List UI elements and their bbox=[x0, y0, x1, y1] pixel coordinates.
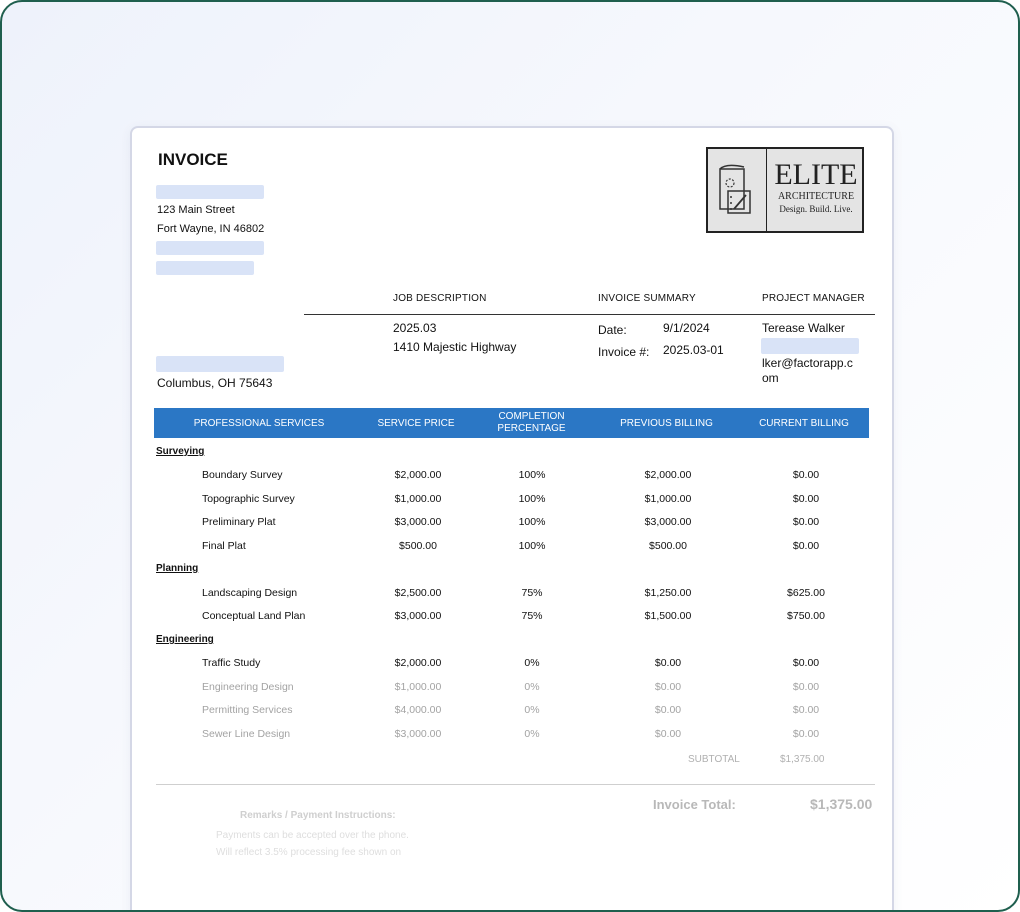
invoice-summary-heading: INVOICE SUMMARY bbox=[598, 293, 696, 304]
job-code: 2025.03 bbox=[393, 321, 437, 335]
previous-billing: $0.00 bbox=[654, 657, 682, 669]
completion-percentage: 100% bbox=[518, 493, 546, 505]
invoice-total-label: Invoice Total: bbox=[653, 797, 736, 812]
completion-percentage: 0% bbox=[524, 681, 540, 693]
service-name: Topographic Survey bbox=[202, 493, 295, 505]
blueprint-icon bbox=[716, 163, 758, 219]
redacted-company-name bbox=[156, 185, 264, 199]
header-professional-services: PROFESSIONAL SERVICES bbox=[193, 418, 325, 429]
previous-billing: $3,000.00 bbox=[644, 516, 692, 528]
previous-billing: $500.00 bbox=[649, 540, 687, 552]
logo-tagline: Design. Build. Live. bbox=[779, 204, 853, 214]
table-row bbox=[132, 704, 892, 720]
job-address: 1410 Majestic Highway bbox=[393, 340, 517, 354]
manager-email-line1: lker@factorapp.c bbox=[762, 356, 853, 370]
category-planning: Planning bbox=[156, 563, 199, 574]
completion-percentage: 100% bbox=[518, 469, 546, 481]
current-billing: $0.00 bbox=[792, 704, 820, 716]
service-price: $2,500.00 bbox=[394, 587, 442, 599]
completion-percentage: 100% bbox=[518, 540, 546, 552]
invoice-number-value: 2025.03-01 bbox=[663, 343, 724, 357]
current-billing: $0.00 bbox=[792, 728, 820, 740]
date-value: 9/1/2024 bbox=[663, 321, 710, 335]
table-row bbox=[132, 516, 892, 532]
header-previous-billing: PREVIOUS BILLING bbox=[620, 418, 713, 429]
service-price: $3,000.00 bbox=[394, 610, 442, 622]
redacted-sender-email bbox=[156, 261, 254, 275]
date-label: Date: bbox=[598, 323, 627, 337]
manager-name: Terease Walker bbox=[762, 321, 845, 335]
previous-billing: $1,250.00 bbox=[644, 587, 692, 599]
invoice-title: INVOICE bbox=[158, 150, 228, 169]
service-price: $3,000.00 bbox=[394, 516, 442, 528]
service-name: Boundary Survey bbox=[202, 469, 283, 481]
project-manager-heading: PROJECT MANAGER bbox=[762, 293, 865, 304]
manager-email-line2: om bbox=[762, 371, 779, 385]
completion-percentage: 0% bbox=[524, 657, 540, 669]
current-billing: $0.00 bbox=[792, 469, 820, 481]
service-name: Permitting Services bbox=[202, 704, 293, 716]
subtotal-label: SUBTOTAL bbox=[688, 754, 740, 765]
redacted-sender-phone bbox=[156, 241, 264, 255]
invoice-total-value: $1,375.00 bbox=[810, 796, 873, 812]
completion-percentage: 75% bbox=[521, 587, 543, 599]
completion-percentage: 0% bbox=[524, 704, 540, 716]
previous-billing: $0.00 bbox=[654, 681, 682, 693]
subtotal-value: $1,375.00 bbox=[780, 754, 825, 765]
service-name: Conceptual Land Plan bbox=[202, 610, 306, 622]
completion-percentage: 0% bbox=[524, 728, 540, 740]
current-billing: $0.00 bbox=[792, 493, 820, 505]
completion-percentage: 75% bbox=[521, 610, 543, 622]
service-name: Preliminary Plat bbox=[202, 516, 276, 528]
table-row bbox=[132, 681, 892, 697]
remarks-line1: Payments can be accepted over the phone. bbox=[216, 830, 409, 841]
logo-subtitle: ARCHITECTURE bbox=[777, 191, 855, 202]
recipient-city-line: Columbus, OH 75643 bbox=[157, 376, 273, 390]
service-name: Engineering Design bbox=[202, 681, 294, 693]
service-price: $4,000.00 bbox=[394, 704, 442, 716]
table-row bbox=[132, 657, 892, 673]
category-engineering: Engineering bbox=[156, 634, 214, 645]
current-billing: $0.00 bbox=[792, 540, 820, 552]
header-completion-line1: COMPLETION bbox=[498, 411, 565, 422]
current-billing: $0.00 bbox=[792, 681, 820, 693]
services-table-header bbox=[154, 408, 869, 438]
category-surveying: Surveying bbox=[156, 446, 205, 457]
header-service-price: SERVICE PRICE bbox=[377, 418, 455, 429]
current-billing: $750.00 bbox=[787, 610, 825, 622]
service-price: $2,000.00 bbox=[394, 657, 442, 669]
previous-billing: $1,500.00 bbox=[644, 610, 692, 622]
service-price: $3,000.00 bbox=[394, 728, 442, 740]
previous-billing: $0.00 bbox=[654, 704, 682, 716]
remarks-heading: Remarks / Payment Instructions: bbox=[240, 810, 396, 821]
table-row bbox=[132, 493, 892, 509]
logo-brand: ELITE bbox=[774, 158, 858, 191]
service-name: Traffic Study bbox=[202, 657, 261, 669]
service-name: Final Plat bbox=[202, 540, 246, 552]
completion-percentage: 100% bbox=[518, 516, 546, 528]
current-billing: $625.00 bbox=[787, 587, 825, 599]
logo-text bbox=[768, 159, 864, 215]
elite-architecture-logo bbox=[706, 147, 864, 233]
previous-billing: $1,000.00 bbox=[644, 493, 692, 505]
table-row bbox=[132, 610, 892, 626]
heading-divider bbox=[304, 314, 875, 315]
current-billing: $0.00 bbox=[792, 516, 820, 528]
service-price: $2,000.00 bbox=[394, 469, 442, 481]
header-current-billing: CURRENT BILLING bbox=[759, 418, 849, 429]
sender-address-line1: 123 Main Street bbox=[157, 204, 235, 216]
redacted-manager-phone bbox=[761, 338, 859, 354]
totals-divider bbox=[156, 784, 875, 785]
invoice-document bbox=[130, 126, 894, 912]
header-completion-line2: PERCENTAGE bbox=[497, 423, 566, 434]
service-price: $1,000.00 bbox=[394, 493, 442, 505]
previous-billing: $0.00 bbox=[654, 728, 682, 740]
sender-address-line2: Fort Wayne, IN 46802 bbox=[157, 223, 265, 235]
service-name: Sewer Line Design bbox=[202, 728, 291, 740]
table-row bbox=[132, 587, 892, 603]
table-row bbox=[132, 728, 892, 744]
redacted-recipient-name bbox=[156, 356, 284, 372]
current-billing: $0.00 bbox=[792, 657, 820, 669]
remarks-line2: Will reflect 3.5% processing fee shown on bbox=[216, 847, 402, 858]
invoice-number-label: Invoice #: bbox=[598, 345, 650, 359]
service-name: Landscaping Design bbox=[202, 587, 298, 599]
previous-billing: $2,000.00 bbox=[644, 469, 692, 481]
header-completion-percentage bbox=[479, 411, 584, 435]
job-description-heading: JOB DESCRIPTION bbox=[393, 293, 487, 304]
service-price: $500.00 bbox=[399, 540, 437, 552]
table-row bbox=[132, 540, 892, 556]
service-price: $1,000.00 bbox=[394, 681, 442, 693]
table-row bbox=[132, 469, 892, 485]
